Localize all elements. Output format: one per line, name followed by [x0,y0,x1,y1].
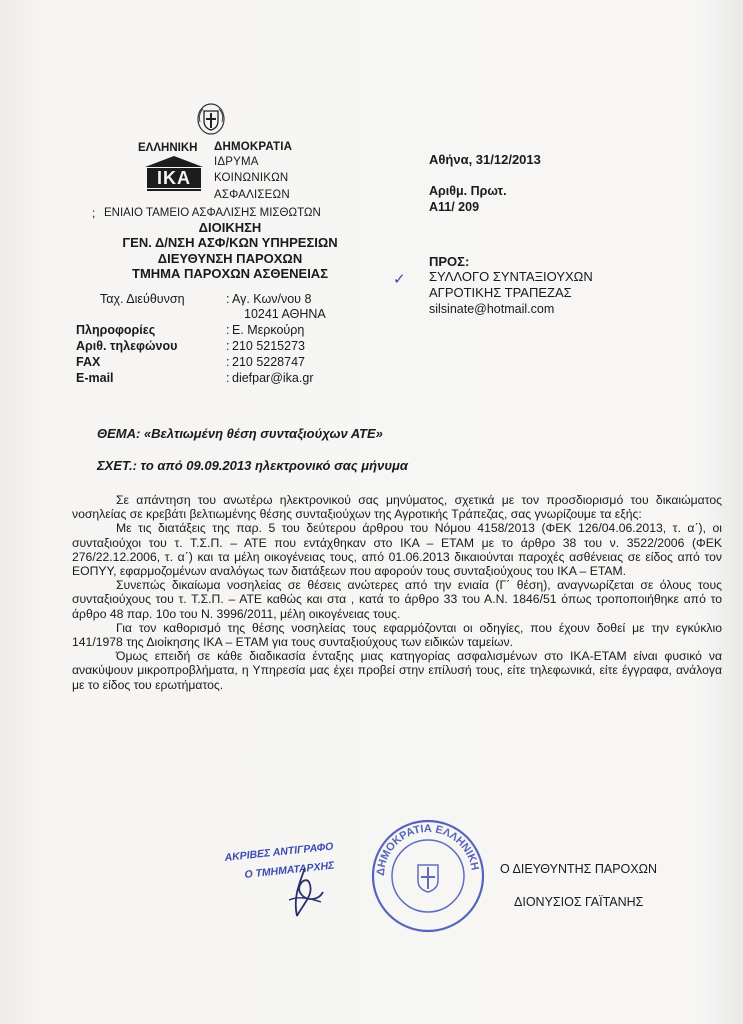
letter-date: Αθήνα, 31/12/2013 [429,152,541,167]
fund-prefix: ; [92,206,96,220]
signature-icon [275,864,335,924]
body-paragraph-5: Όμως επειδή σε κάθε διαδικασία ένταξης μιας κατηγορίας ασφαλισμένων στο ΙΚΑ-ΕΤΑΜ είναι φυσικό να ανακύψουν μικροπροβλήματα, η Υπηρεσία μας έχει προβεί στην επίλυσή τους, είτε τηλεφωνικά, είτε έγγραφα, ανάλογα με το είδος του ερωτήματος. [72,649,722,692]
phone-colon: : [226,339,230,353]
phone-value: 210 5215273 [232,339,305,353]
republic-left: ΕΛΛΗΝΙΚΗ [138,142,198,154]
coat-of-arms-icon [196,102,226,136]
republic-right: ΔΗΜΟΚΡΑΤΙΑ [214,141,293,153]
fund-name: ΕΝΙΑΙΟ ΤΑΜΕΙΟ ΑΣΦΑΛΙΣΗΣ ΜΙΣΘΩΤΩΝ [104,207,321,219]
email-label: E-mail [76,371,114,385]
signatory-title: Ο ΔΙΕΥΘΥΝΤΗΣ ΠΑΡΟΧΩΝ [500,862,657,876]
address-colon: : [226,292,230,306]
address-label: Ταχ. Διεύθυνση [100,292,185,306]
recipient-line-1: ΣΥΛΛΟΓΟ ΣΥΝΤΑΞΙΟΥΧΩΝ [429,269,593,284]
fax-value: 210 5228747 [232,355,305,369]
department-line-4: ΤΜΗΜΑ ΠΑΡΟΧΩΝ ΑΣΘΕΝΕΙΑΣ [132,266,328,281]
body-paragraph-3: Συνεπώς δικαίωμα νοσηλείας σε θέσεις ανώτερες από την ενιαία (Γ΄ θέση), αναγνωρίζεται σε όλους τους συνταξιούχους του τ. Τ.Σ.Π. – ΑΤΕ καθώς και στα , κατά το άρθρο 33 του Α.Ν. 1846/51 όπως τροποποιήθηκε από το άρθρο 48 παρ. 10ο του Ν. 3996/2011, μέλη οικογένειας τους. [72,578,722,621]
protocol-label: Αριθμ. Πρωτ. [429,184,507,198]
phone-label: Αριθ. τηλεφώνου [76,339,178,353]
info-label: Πληροφορίες [76,323,156,337]
info-value: Ε. Μερκούρη [232,323,305,337]
copy-stamp-line-2: Ο ΤΜΗΜΑΤΑΡΧΗΣ [243,859,335,881]
logo-text: ΙΚΑ [157,168,191,188]
department-line-3: ΔΙΕΥΘΥΝΣΗ ΠΑΡΟΧΩΝ [157,251,303,266]
department-line-1: ΔΙΟΙΚΗΣΗ [198,220,262,235]
address-line-1: Αγ. Κων/νου 8 [232,292,312,306]
round-stamp-icon [370,817,486,935]
recipient-line-2: ΑΓΡΟΤΙΚΗΣ ΤΡΑΠΕΖΑΣ [429,285,572,300]
body-paragraph-4: Για τον καθορισμό της θέσης νοσηλείας τους εφαρμόζονται οι οδηγίες, που έχουν δοθεί με την εγκύκλιο 141/1978 της Διοίκησης ΙΚΑ – ΕΤΑΜ για τους συνταξιούχους των ειδικών ταμείων. [72,620,722,650]
recipient-to-label: ΠΡΟΣ: [429,254,470,269]
email-value[interactable]: diefpar@ika.gr [232,371,314,385]
subject-related: ΣΧΕΤ.: το από 09.09.2013 ηλεκτρονικό σας μήνυμα [97,458,408,473]
email-colon: : [226,371,230,385]
subject-theme: ΘΕΜΑ: «Βελτιωμένη θέση συνταξιούχων ΑΤΕ» [97,426,383,441]
fax-label: FAX [76,355,101,369]
address-line-2: 10241 ΑΘΗΝΑ [244,307,326,321]
recipient-email[interactable]: silsinate@hotmail.com [429,302,555,316]
round-stamp-text: ΔΗΜΟΚΡΑΤΙΑ ΕΛΛΗΝΙΚΗ [374,822,481,877]
org-line-1: ΙΔΡΥΜΑ [214,156,259,168]
fax-colon: : [226,355,230,369]
ika-logo-icon [143,155,205,195]
protocol-number: Α11/ 209 [429,200,480,214]
signatory-name: ΔΙΟΝΥΣΙΟΣ ΓΑΪΤΑΝΗΣ [514,895,644,909]
body-paragraph-2: Με τις διατάξεις της παρ. 5 του δεύτερου άρθρου του Νόμου 4158/2013 (ΦΕΚ 126/04.06.2013, τ. α΄), οι συνταξιούχοι του τ. Τ.Σ.Π. – ΑΤΕ που εντάχθηκαν στο ΙΚΑ – ΕΤΑΜ με το άρθρο 38 του ν. 3522/2006 (ΦΕΚ 276/22.12.2006, τ. α΄) και τα μέλη οικογένειας τους, από 01.06.2013 δικαιούνται παροχές ασθένειας σε είδος από τον ΕΟΠΥΥ, εφαρμοζομένων αναλόγως των διατάξεων που αφορούν τους συνταξιούχους του ΙΚΑ – ΕΤΑΜ. [72,521,722,579]
body-paragraph-1: Σε απάντηση του ανωτέρω ηλεκτρονικού σας μηνύματος, σχετικά με τον προσδιορισμό του δικαιώματος νοσηλείας σε κρεβάτι βελτιωμένης θέσης συνταξιούχων της Αγροτικής Τράπεζας, σας γνωρίζουμε τα εξής: [72,493,722,522]
department-line-2: ΓΕΝ. Δ/ΝΣΗ ΑΣΦ/ΚΩΝ ΥΠΗΡΕΣΙΩΝ [122,235,338,250]
info-colon: : [226,323,230,337]
org-line-3: ΑΣΦΑΛΙΣΕΩΝ [214,189,290,201]
org-line-2: ΚΟΙΝΩΝΙΚΩΝ [214,172,289,184]
checkmark-icon: ✓ [393,271,406,288]
letter-body [72,493,722,692]
copy-stamp-line-1: ΑΚΡΙΒΕΣ ΑΝΤΙΓΡΑΦΟ [224,840,334,864]
